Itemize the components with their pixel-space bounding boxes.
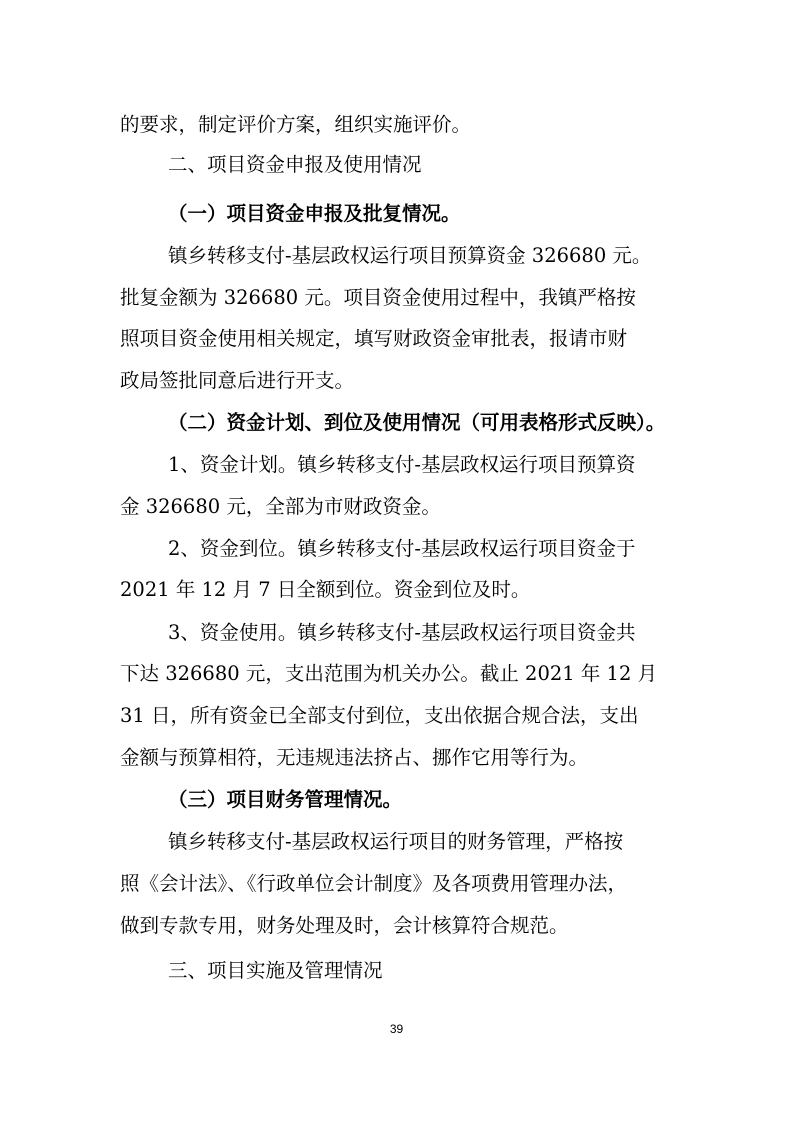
subsection-heading: （二）资金计划、到位及使用情况（可用表格形式反映）。	[168, 411, 666, 434]
paragraph-line: 批复金额为 326680 元。项目资金使用过程中，我镇严格按	[120, 286, 636, 309]
paragraph-line: 金 326680 元，全部为市财政资金。	[120, 495, 441, 518]
section-heading: 三、项目实施及管理情况	[168, 959, 383, 982]
paragraph-line: 3、资金使用。镇乡转移支付-基层政权运行项目资金共	[168, 621, 636, 644]
paragraph-line: 下达 326680 元，支出范围为机关办公。截止 2021 年 12 月	[120, 662, 658, 685]
subsection-heading: （三）项目财务管理情况。	[168, 788, 403, 811]
paragraph-line: 的要求，制定评价方案，组织实施评价。	[120, 113, 472, 136]
paragraph-line: 做到专款专用，财务处理及时，会计核算符合规范。	[120, 914, 569, 937]
paragraph-line: 2021 年 12 月 7 日全额到位。资金到位及时。	[120, 578, 531, 601]
paragraph-line: 照《会计法》、《行政单位会计制度》及各项费用管理办法，	[120, 872, 628, 895]
paragraph-line: 镇乡转移支付-基层政权运行项目预算资金 326680 元。	[168, 244, 652, 267]
paragraph-line: 政局签批同意后进行开支。	[120, 369, 355, 392]
paragraph-line: 镇乡转移支付-基层政权运行项目的财务管理，严格按	[168, 830, 624, 853]
subsection-heading: （一）项目资金申报及批复情况。	[168, 202, 461, 225]
paragraph-line: 31 日，所有资金已全部支付到位，支出依据合规合法，支出	[120, 704, 639, 727]
paragraph-line: 照项目资金使用相关规定，填写财政资金审批表，报请市财	[120, 327, 628, 350]
section-heading: 二、项目资金申报及使用情况	[168, 153, 422, 176]
paragraph-line: 2、资金到位。镇乡转移支付-基层政权运行项目资金于	[168, 537, 636, 560]
paragraph-line: 1、资金计划。镇乡转移支付-基层政权运行项目预算资	[168, 453, 636, 476]
page-number: 39	[389, 1022, 404, 1036]
paragraph-line: 金额与预算相符，无违规违法挤占、挪作它用等行为。	[120, 746, 589, 769]
